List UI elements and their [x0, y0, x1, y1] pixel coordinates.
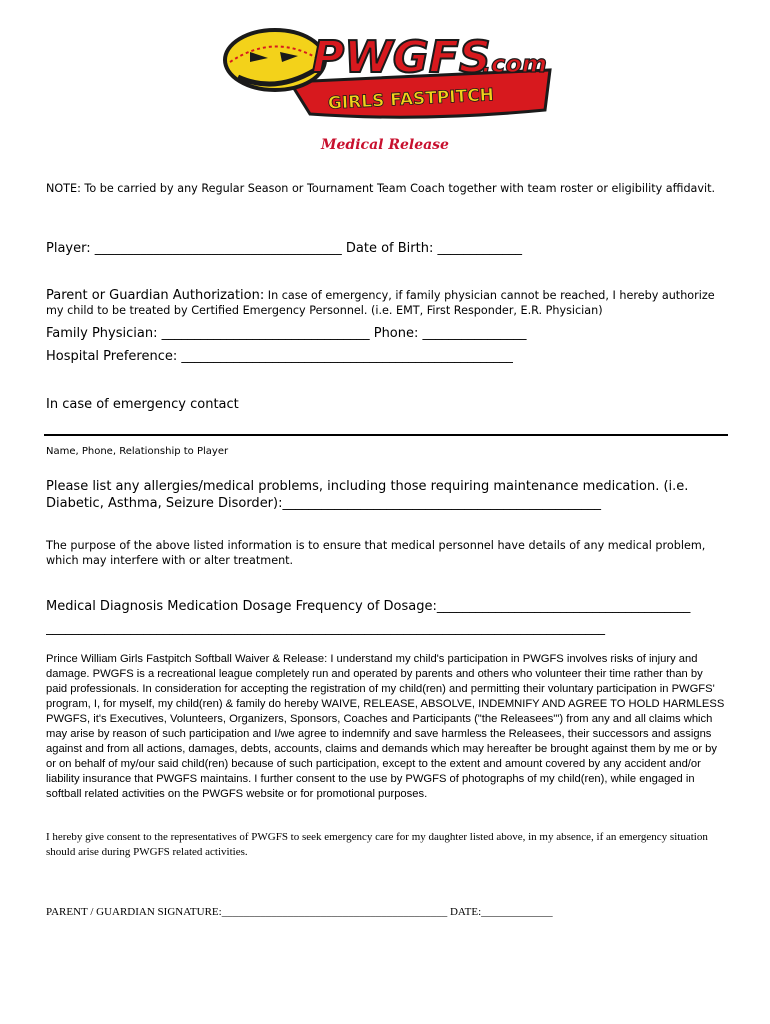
allergies-line: Please list any allergies/medical problems, including those requiring maintenance medication. (i.e. Diabetic, Asthma, Seizure Disorder):_________________________________________________	[46, 479, 689, 511]
pwgfs-logo	[220, 22, 555, 122]
authorization-text: In case of emergency, if family physician cannot be reached, I hereby authorize my child to be treated by Certified Emergency Personnel. (i.e. EMT, First Responder, E.R. Physician)	[46, 289, 715, 317]
logo-brand: PWGFS	[312, 32, 491, 83]
logo-domain: .com	[482, 50, 547, 78]
logo-tagline: GIRLS FASTPITCH	[327, 85, 495, 114]
authorization-label: Parent or Guardian Authorization:	[46, 288, 265, 303]
waiver-text: Prince William Girls Fastpitch Softball Waiver & Release: I understand my child's participation in PWGFS involves risks of injury and damage. PWGFS is a recreational league completely run and operated by parents and others who volunteer their time rather than by paid professionals. In consideration for accepting the registration of my child(ren) and permitting their voluntary participation in PWGFS' program, I, for myself, my child(ren) & family do hereby WAIVE, RELEASE, ABSOLVE, INDEMNIFY AND AGREE TO HOLD HARMLESS PWGFS, it's Executives, Volunteers, Organizers, Sponsors, Coaches and Participants ("the Releasees'") from any and all claims which may arise by reason of such participation and I/we agree to indemnify and save harmless the Releasees, their successors and assigns against and from all actions, damages, debts, accounts, claims and demands which may hereafter be brought against them by me or by or on behalf of my/our said child(ren) because of such participation, except to the extent and amount covered by any accident and/or liability insurance that PWGFS maintains. I further consent to the use by PWGFS of photographs of my child(ren), while engaged in softball related activities on the PWGFS website or for promotional purposes.	[46, 653, 725, 800]
emergency-caption: Name, Phone, Relationship to Player	[46, 446, 229, 457]
hospital-line: Hospital Preference: ___________________________________________________	[46, 349, 513, 364]
physician-phone-line: Family Physician: ________________________________ Phone: ________________	[46, 326, 527, 341]
page-title: Medical Release	[321, 137, 449, 153]
note-text: NOTE: To be carried by any Regular Season or Tournament Team Coach together with team roster or eligibility affidavit.	[46, 182, 716, 195]
consent-text: I hereby give consent to the representatives of PWGFS to seek emergency care for my daughter listed above, in my absence, if an emergency situation should arise during PWGFS related activities.	[46, 831, 708, 858]
authorization-block	[46, 288, 726, 318]
purpose-text: The purpose of the above listed information is to ensure that medical personnel have details of any medical problem, which may interfere with or alter treatment.	[46, 539, 706, 567]
player-dob-line: Player: ______________________________________ Date of Birth: _____________	[46, 241, 522, 256]
signature-date-line: PARENT / GUARDIAN SIGNATURE:_________________________________________ DATE:_____________	[46, 906, 553, 918]
diagnosis-line: Medical Diagnosis Medication Dosage Frequency of Dosage:_______________________________________	[46, 599, 691, 614]
emergency-contact-label: In case of emergency contact	[46, 397, 239, 412]
diagnosis-blank-line: ______________________________________________________________________________________	[46, 621, 605, 636]
softball-mascot-icon	[225, 30, 325, 90]
emergency-contact-rule	[44, 434, 728, 436]
